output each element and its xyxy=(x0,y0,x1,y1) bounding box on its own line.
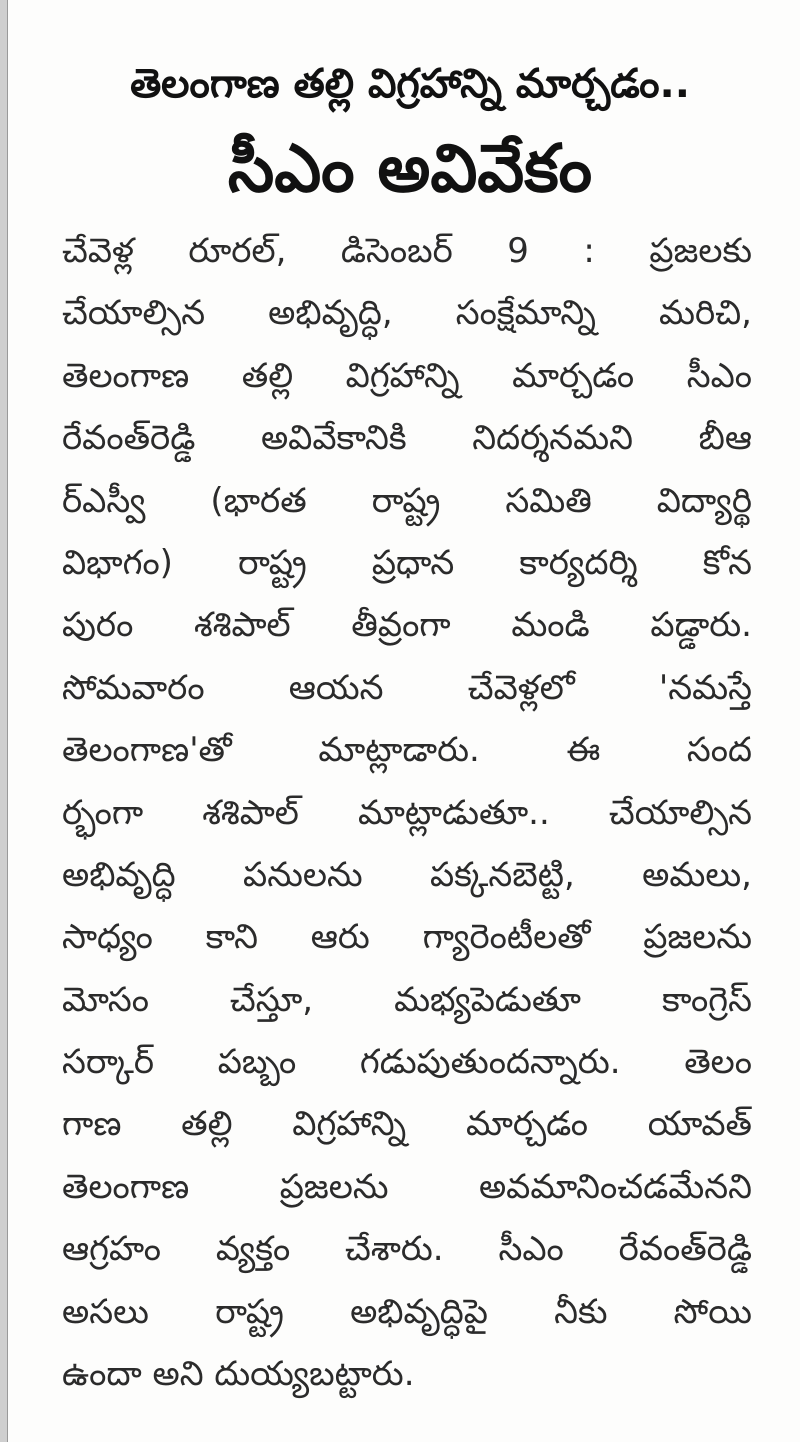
article-body-line: పురం శశిపాల్ తీవ్రంగా మండి పడ్డారు. xyxy=(62,605,752,646)
article-kicker: తెలంగాణ తల్లి విగ్రహాన్ని మార్చడం.. xyxy=(130,61,690,107)
article-body-line: రేవంత్‌రెడ్డి అవివేకానికి నిదర్శనమని బీఆ xyxy=(62,418,752,459)
article-headline: సీఎం అవివేకం xyxy=(227,130,593,207)
article-body-line: అభివృద్ధి పనులను పక్కనబెట్టి, అమలు, xyxy=(62,854,752,895)
article-body-line: ఆగ్రహం వ్యక్తం చేశారు. సీఎం రేవంత్‌రెడ్డి xyxy=(62,1229,752,1270)
article-body-line: ర్‌ఎస్వీ (భారత రాష్ట్ర సమితి విద్యార్థి xyxy=(62,480,752,521)
article-body-line: సోమవారం ఆయన చేవెళ్లలో 'నమస్తే xyxy=(62,667,752,708)
article-body-line: విభాగం) రాష్ట్ర ప్రధాన కార్యదర్శి కోన xyxy=(62,542,752,583)
article-body-line: తెలంగాణ ప్రజలను అవమానించడమేనని xyxy=(62,1166,752,1207)
cropped-previous-article-text xyxy=(60,0,780,8)
column-rule xyxy=(0,0,8,1442)
article-body-line: ఉందా అని దుయ్యబట్టారు. xyxy=(62,1354,415,1395)
article-body-line: సాధ్యం కాని ఆరు గ్యారెంటీలతో ప్రజలను xyxy=(62,917,752,958)
article-body-line: గాణ తల్లి విగ్రహాన్ని మార్చడం యావత్ xyxy=(62,1104,752,1145)
article-body-line: తెలంగాణ'తో మాట్లాడారు. ఈ సంద xyxy=(62,730,752,771)
article-body-line: చేవెళ్ల రూరల్, డిసెంబర్ 9 : ప్రజలకు xyxy=(62,231,752,271)
article-body-line: ర్భంగా శశిపాల్ మాట్లాడుతూ.. చేయాల్సిన xyxy=(62,792,752,833)
article-body xyxy=(62,222,752,1407)
article-body-line: తెలంగాణ తల్లి విగ్రహాన్ని మార్చడం సీఎం xyxy=(62,355,752,396)
article-body-line: చేయాల్సిన అభివృద్ధి, సంక్షేమాన్ని మరిచి, xyxy=(62,293,752,334)
article-body-line: సర్కార్ పబ్బం గడుపుతుందన్నారు. తెలం xyxy=(62,1042,752,1083)
article-body-line: మోసం చేస్తూ, మభ్యపెడుతూ కాంగ్రెస్ xyxy=(62,979,752,1020)
article-body-line: అసలు రాష్ట్ర అభివృద్ధిపై నీకు సోయి xyxy=(62,1291,752,1332)
